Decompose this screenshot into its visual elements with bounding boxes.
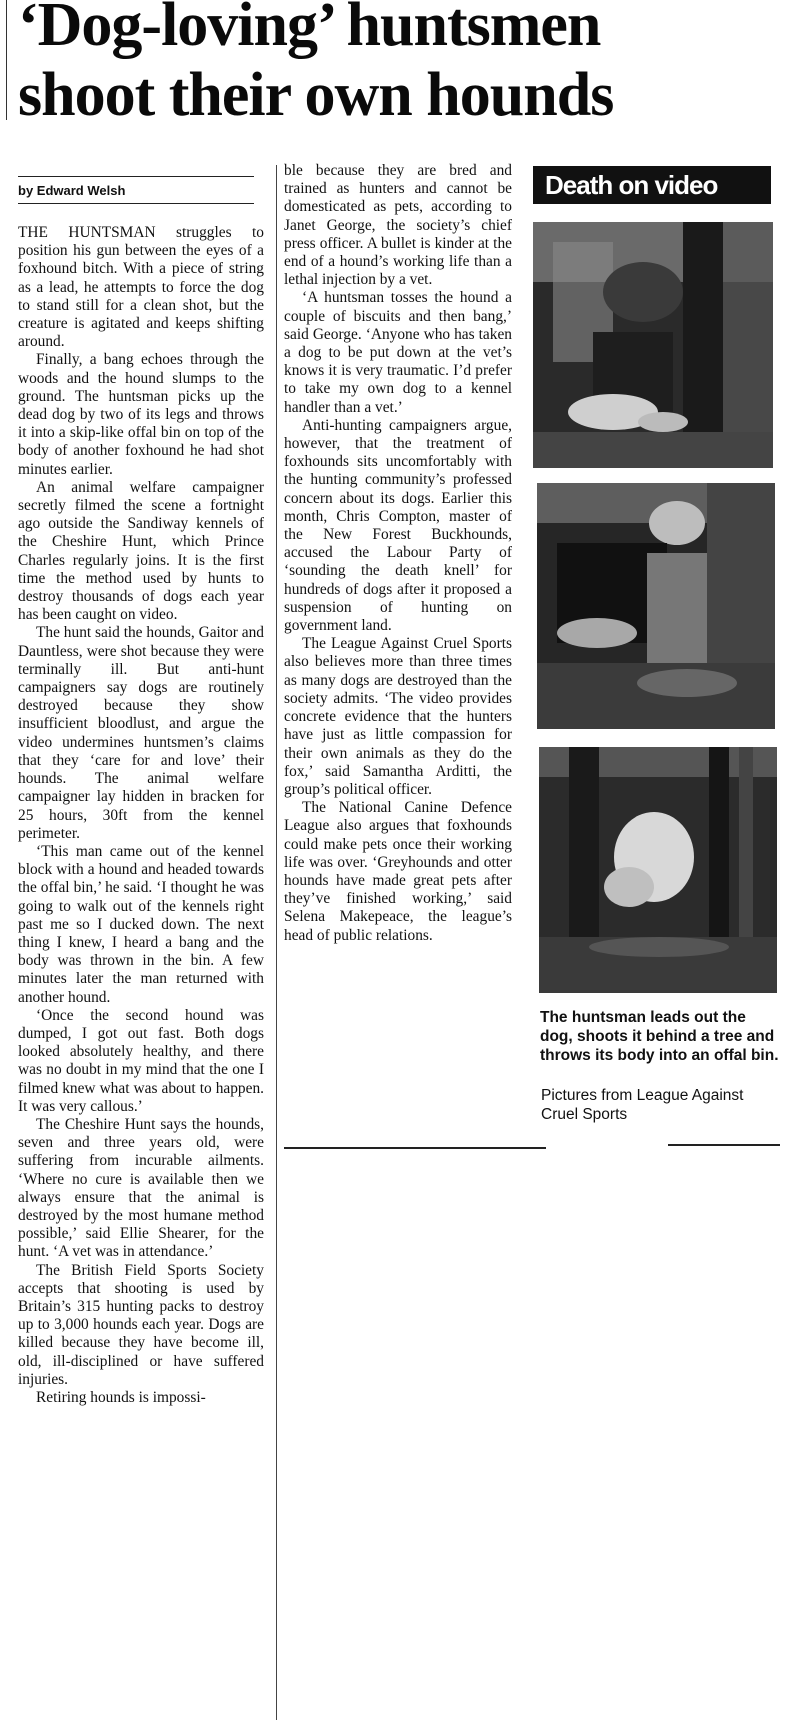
byline: by Edward Welsh [18, 183, 126, 198]
paragraph: THE HUNTSMAN struggles to position his gun between the eyes of a foxhound bitch. With a piece of string as a lead, he attempts to force the dog to stand still for a clean shot, but the creature is agitated and keeps shifting around. [18, 224, 264, 351]
paragraph: The League Against Cruel Sports also believes more than three times as many dogs are destroyed than the society admits. ‘The video provides concrete evidence that the hunters have just as little compassion for their own animals as they do the fox,’ said Samantha Arditti, the group’s political officer. [284, 635, 512, 798]
byline-rule-bottom [18, 203, 254, 204]
headline-line-1: ‘Dog-loving’ huntsmen [18, 0, 601, 59]
paragraph: The National Canine Defence League also argues that foxhounds could make pets once their working life was over. ‘Greyhounds and otter hounds have made great pets after they’ve finished working,’ said Selena Makepeace, the league’s head of public relations. [284, 799, 512, 944]
column-divider [276, 165, 277, 1720]
article-end-rule [284, 1147, 546, 1149]
paragraph: ‘This man came out of the kennel block with a hound and headed towards the offal bin,’ he said. ‘I thought he was going to walk out of the kennels right past me so I ducked down. The next thing I knew, I heard a bang and the body was thrown in the bin. A few minutes later the man returned with another hound. [18, 842, 264, 1006]
paragraph: An animal welfare campaigner secretly filmed the scene a fortnight ago outside the Sandiway kennels of the Cheshire Hunt, which Prince Charles regularly joins. It is the first time the method used by hunts to destroy thousands of dogs each year has been caught on video. [18, 478, 264, 624]
article-column-1 [18, 224, 264, 1407]
headline-line-2: shoot their own hounds [18, 61, 614, 129]
paragraph: The hunt said the hounds, Gaitor and Dauntless, were shot because they were terminally ill. But anti-hunt campaigners say dogs are routinely destroyed because they show insufficient bloodlust, and argue the video undermines huntsmen’s claims that they ‘care for and love’ their hounds. The animal welfare campaigner lay hidden in bracken for 25 hours, 30ft from the kennel perimeter. [18, 624, 264, 842]
photo-credit: Pictures from League Against Cruel Sports [541, 1087, 744, 1123]
paragraph: ble because they are bred and trained as hunters and cannot be domesticated as pets, according to Janet George, the society’s chief press officer. A bullet is kinder at the end of a hound’s working life than a lethal injection by a vet. [284, 162, 512, 289]
paragraph: Finally, a bang echoes through the woods and the hound slumps to the ground. The huntsman picks up the dead dog by two of its legs and throws it into a skip-like offal bin on top of the body of another foxhound he had shot minutes earlier. [18, 351, 264, 478]
paragraph: Anti-hunting campaigners argue, however, that the treatment of foxhounds sits uncomfortably with the hunting community’s professed concern about its dogs. Earlier this month, Chris Compton, master of the New Forest Buckhounds, accused the Labour Party of ‘sounding the death knell’ for hundreds of dogs after it proposed a suspension of hunting on government land. [284, 416, 512, 635]
paragraph: ‘A huntsman tosses the hound a couple of biscuits and then bang,’ said George. ‘Anyone who has taken a dog to be put down at the vet’s knows it is very traumatic. I’d prefer to take my own dog to a kennel handler than a vet.’ [284, 289, 512, 416]
video-still-1 [533, 222, 773, 468]
paragraph: The British Field Sports Society accepts that shooting is used by Britain’s 315 hunting packs to destroy up to 3,000 hounds each year. Dogs are killed because they have become ill, old, ill-disciplined or have suffered injuries. [18, 1261, 264, 1388]
photo-caption: The huntsman leads out the dog, shoots it behind a tree and throws its body into an offal bin. [540, 1009, 779, 1064]
article-column-2 [284, 162, 512, 945]
video-still-2 [537, 483, 775, 729]
video-still-3 [539, 747, 777, 993]
paragraph: Retiring hounds is impossi- [36, 1389, 206, 1406]
byline-rule-top [18, 176, 254, 177]
paragraph: The Cheshire Hunt says the hounds, seven and three years old, were suffering from incurable ailments. ‘Where no cure is available then we always ensure that the animal is destroyed by the most humane method possible,’ said Ellie Shearer, for the hunt. ‘A vet was in attendance.’ [18, 1115, 264, 1261]
headline [18, 0, 788, 130]
sidebar-end-rule [668, 1144, 780, 1146]
left-edge-rule [6, 0, 7, 120]
paragraph: ‘Once the second hound was dumped, I got out fast. Both dogs looked absolutely healthy, and there was no doubt in my mind that the one I filmed knew what was about to happen. It was very callous.’ [18, 1006, 264, 1115]
sidebar-title: Death on video [533, 166, 771, 204]
